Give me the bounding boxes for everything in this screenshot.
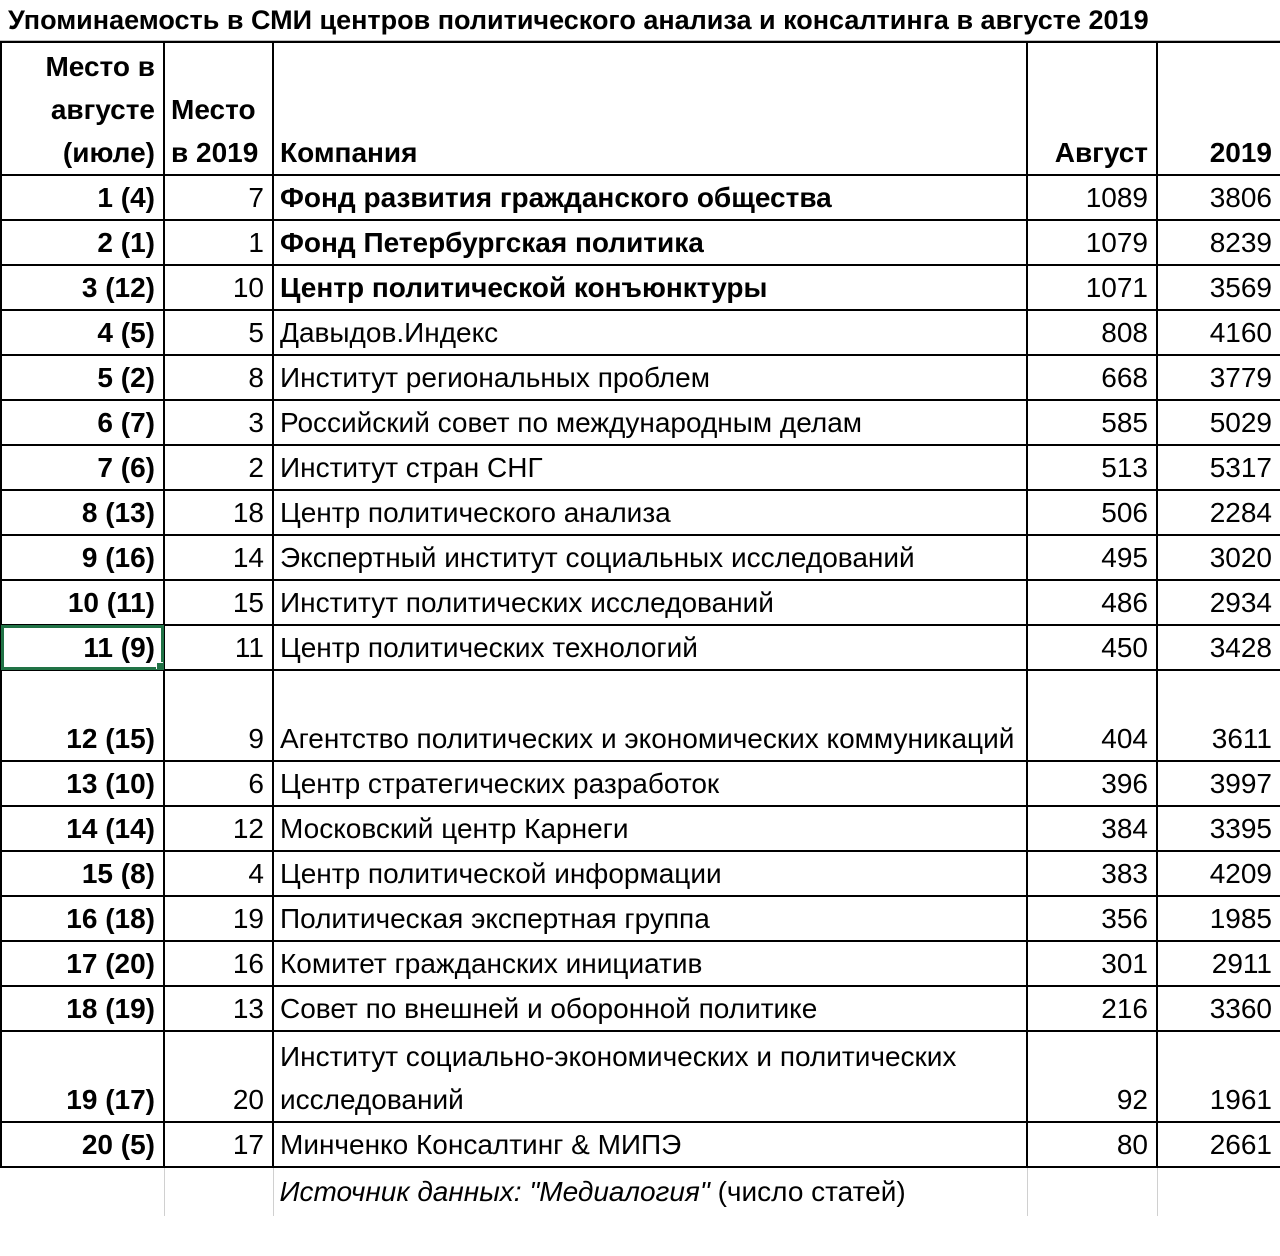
cell-august[interactable]: 1079 [1027, 220, 1157, 265]
cell-august[interactable]: 301 [1027, 941, 1157, 986]
cell-company[interactable]: Институт политических исследований [273, 580, 1027, 625]
cell-august[interactable]: 495 [1027, 535, 1157, 580]
empty-cell[interactable] [1, 1167, 164, 1216]
cell-rank-august[interactable]: 3 (12) [1, 265, 164, 310]
header-rank-2019[interactable]: Место в 2019 [164, 42, 273, 175]
cell-year[interactable]: 2284 [1157, 490, 1280, 535]
cell-company[interactable]: Центр политической информации [273, 851, 1027, 896]
cell-company[interactable]: Центр политических технологий [273, 625, 1027, 670]
cell-year[interactable]: 3360 [1157, 986, 1280, 1031]
cell-rank-august[interactable]: 12 (15) [1, 670, 164, 761]
cell-rank-2019[interactable]: 4 [164, 851, 273, 896]
cell-company[interactable]: Институт социально-экономических и политических исследований [273, 1031, 1027, 1122]
cell-company[interactable]: Минченко Консалтинг & МИПЭ [273, 1122, 1027, 1167]
cell-rank-august[interactable]: 20 (5) [1, 1122, 164, 1167]
cell-year[interactable]: 1961 [1157, 1031, 1280, 1122]
header-year[interactable]: 2019 [1157, 42, 1280, 175]
table-row [1, 535, 1280, 580]
cell-company[interactable]: Совет по внешней и оборонной политике [273, 986, 1027, 1031]
cell-rank-2019[interactable]: 17 [164, 1122, 273, 1167]
table-row [1, 806, 1280, 851]
cell-rank-2019[interactable]: 2 [164, 445, 273, 490]
cell-year[interactable]: 1985 [1157, 896, 1280, 941]
cell-year[interactable]: 3428 [1157, 625, 1280, 670]
cell-rank-2019[interactable]: 3 [164, 400, 273, 445]
cell-year[interactable]: 3806 [1157, 175, 1280, 220]
cell-company[interactable]: Агентство политических и экономических коммуникаций [273, 670, 1027, 761]
cell-company[interactable]: Центр стратегических разработок [273, 761, 1027, 806]
cell-august[interactable]: 383 [1027, 851, 1157, 896]
cell-company[interactable]: Центр политической конъюнктуры [273, 265, 1027, 310]
cell-year[interactable]: 3611 [1157, 670, 1280, 761]
cell-company[interactable]: Центр политического анализа [273, 490, 1027, 535]
cell-august[interactable]: 404 [1027, 670, 1157, 761]
cell-company[interactable]: Институт региональных проблем [273, 355, 1027, 400]
cell-august[interactable]: 216 [1027, 986, 1157, 1031]
table-row [1, 670, 1280, 761]
cell-rank-2019[interactable]: 19 [164, 896, 273, 941]
table-row [1, 761, 1280, 806]
cell-company[interactable]: Московский центр Карнеги [273, 806, 1027, 851]
fill-handle[interactable] [156, 662, 164, 670]
cell-rank-2019[interactable]: 11 [164, 625, 273, 670]
table-row [1, 400, 1280, 445]
table-row [1, 580, 1280, 625]
table-row [1, 851, 1280, 896]
cell-rank-august[interactable]: 4 (5) [1, 310, 164, 355]
cell-rank-august[interactable]: 2 (1) [1, 220, 164, 265]
table-row [1, 941, 1280, 986]
table-title[interactable]: Упоминаемость в СМИ центров политического анализа и консалтинга в августе 2019 [0, 0, 1280, 41]
cell-company[interactable]: Давыдов.Индекс [273, 310, 1027, 355]
empty-cell[interactable] [1157, 1167, 1280, 1216]
cell-rank-august[interactable]: 14 (14) [1, 806, 164, 851]
cell-august[interactable]: 80 [1027, 1122, 1157, 1167]
table-row [1, 355, 1280, 400]
cell-august[interactable]: 808 [1027, 310, 1157, 355]
cell-rank-2019[interactable]: 6 [164, 761, 273, 806]
cell-rank-august[interactable]: 6 (7) [1, 400, 164, 445]
header-rank-august[interactable]: Место в августе (июле) [1, 42, 164, 175]
ranking-table [0, 41, 1280, 1216]
cell-company[interactable]: Фонд развития гражданского общества [273, 175, 1027, 220]
cell-year[interactable]: 3020 [1157, 535, 1280, 580]
cell-rank-2019[interactable]: 16 [164, 941, 273, 986]
table-row [1, 310, 1280, 355]
cell-august[interactable]: 1071 [1027, 265, 1157, 310]
cell-company[interactable]: Политическая экспертная группа [273, 896, 1027, 941]
cell-august[interactable]: 356 [1027, 896, 1157, 941]
cell-company[interactable]: Российский совет по международным делам [273, 400, 1027, 445]
cell-company[interactable]: Фонд Петербургская политика [273, 220, 1027, 265]
cell-rank-2019[interactable]: 14 [164, 535, 273, 580]
cell-rank-august[interactable]: 13 (10) [1, 761, 164, 806]
cell-year[interactable]: 5029 [1157, 400, 1280, 445]
cell-year[interactable]: 4160 [1157, 310, 1280, 355]
cell-august[interactable]: 1089 [1027, 175, 1157, 220]
cell-rank-august[interactable]: 9 (16) [1, 535, 164, 580]
cell-august[interactable]: 92 [1027, 1031, 1157, 1122]
header-august[interactable]: Август [1027, 42, 1157, 175]
cell-august[interactable]: 506 [1027, 490, 1157, 535]
cell-august[interactable]: 668 [1027, 355, 1157, 400]
table-row [1, 175, 1280, 220]
cell-rank-2019[interactable]: 15 [164, 580, 273, 625]
cell-august[interactable]: 513 [1027, 445, 1157, 490]
source-note[interactable] [273, 1167, 1027, 1216]
cell-august[interactable]: 450 [1027, 625, 1157, 670]
cell-rank-2019[interactable]: 13 [164, 986, 273, 1031]
source-row [1, 1167, 1280, 1216]
cell-rank-august[interactable]: 18 (19) [1, 986, 164, 1031]
cell-year[interactable]: 3395 [1157, 806, 1280, 851]
cell-rank-august[interactable]: 15 (8) [1, 851, 164, 896]
cell-year[interactable]: 3569 [1157, 265, 1280, 310]
source-label: Источник данных: "Медиалогия" [279, 1176, 710, 1207]
cell-company[interactable]: Институт стран СНГ [273, 445, 1027, 490]
cell-year[interactable]: 3997 [1157, 761, 1280, 806]
cell-august[interactable]: 585 [1027, 400, 1157, 445]
cell-rank-august[interactable]: 19 (17) [1, 1031, 164, 1122]
cell-rank-2019[interactable]: 12 [164, 806, 273, 851]
table-row [1, 625, 1280, 670]
cell-year[interactable]: 2911 [1157, 941, 1280, 986]
table-row [1, 220, 1280, 265]
cell-year[interactable]: 2661 [1157, 1122, 1280, 1167]
cell-rank-2019[interactable]: 7 [164, 175, 273, 220]
table-row [1, 986, 1280, 1031]
cell-rank-august[interactable]: 7 (6) [1, 445, 164, 490]
selected-cell[interactable]: 11 (9) [1, 625, 164, 670]
cell-august[interactable]: 384 [1027, 806, 1157, 851]
cell-rank-august[interactable]: 5 (2) [1, 355, 164, 400]
cell-rank-august[interactable]: 10 (11) [1, 580, 164, 625]
header-row [1, 42, 1280, 175]
cell-rank-august[interactable]: 1 (4) [1, 175, 164, 220]
cell-year[interactable]: 8239 [1157, 220, 1280, 265]
cell-rank-2019[interactable]: 8 [164, 355, 273, 400]
cell-year[interactable]: 5317 [1157, 445, 1280, 490]
table-row [1, 445, 1280, 490]
cell-rank-2019[interactable]: 5 [164, 310, 273, 355]
table-row [1, 1122, 1280, 1167]
cell-august[interactable]: 396 [1027, 761, 1157, 806]
cell-rank-2019[interactable]: 20 [164, 1031, 273, 1122]
cell-rank-august[interactable]: 16 (18) [1, 896, 164, 941]
cell-rank-2019[interactable]: 10 [164, 265, 273, 310]
cell-rank-2019[interactable]: 1 [164, 220, 273, 265]
cell-rank-august[interactable]: 17 (20) [1, 941, 164, 986]
cell-company[interactable]: Экспертный институт социальных исследований [273, 535, 1027, 580]
cell-year[interactable]: 4209 [1157, 851, 1280, 896]
cell-company[interactable]: Комитет гражданских инициатив [273, 941, 1027, 986]
cell-year[interactable]: 3779 [1157, 355, 1280, 400]
cell-august[interactable]: 486 [1027, 580, 1157, 625]
cell-rank-august[interactable]: 8 (13) [1, 490, 164, 535]
cell-rank-2019[interactable]: 18 [164, 490, 273, 535]
cell-year[interactable]: 2934 [1157, 580, 1280, 625]
table-row [1, 265, 1280, 310]
table-row [1, 896, 1280, 941]
empty-cell[interactable] [1027, 1167, 1157, 1216]
cell-rank-2019[interactable]: 9 [164, 670, 273, 761]
source-unit-note: (число статей) [717, 1176, 906, 1207]
empty-cell[interactable] [164, 1167, 273, 1216]
header-company[interactable]: Компания [273, 42, 1027, 175]
table-row [1, 1031, 1280, 1122]
table-row [1, 490, 1280, 535]
